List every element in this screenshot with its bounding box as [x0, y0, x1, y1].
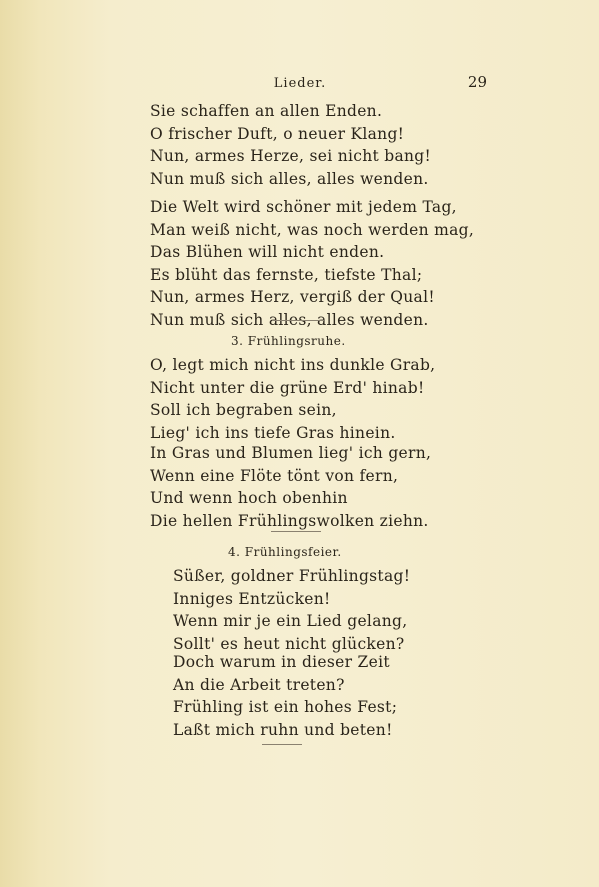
verse-line: Süßer, goldner Frühlingstag!	[173, 567, 411, 585]
verse-line: Nicht unter die grüne Erd' hinab!	[150, 378, 425, 397]
verse-line: Wenn eine Flöte tönt von fern,	[150, 466, 399, 485]
verse-line: Nun muß sich alles, alles wenden.	[150, 310, 429, 329]
stanza	[150, 442, 431, 532]
stanza	[173, 651, 397, 741]
verse-line: Nun muß sich alles, alles wenden.	[150, 169, 429, 188]
verse-line: Und wenn hoch obenhin	[150, 489, 348, 507]
verse-line: Lieg' ich ins tiefe Gras hinein.	[150, 423, 396, 442]
verse-line: Sie schaffen an allen Enden.	[150, 102, 383, 120]
verse-line: Das Blühen will nicht enden.	[150, 243, 385, 261]
verse-line: O, legt mich nicht ins dunkle Grab,	[150, 356, 436, 374]
page-number: 29	[467, 73, 487, 91]
verse-line: An die Arbeit treten?	[173, 675, 345, 694]
verse-line: Frühling ist ein hohes Fest;	[173, 698, 398, 716]
section-divider	[272, 320, 324, 321]
verse-line: Die hellen Frühlingswolken ziehn.	[150, 511, 429, 530]
verse-line: Nun, armes Herze, sei nicht bang!	[150, 147, 432, 165]
section-divider	[262, 744, 302, 745]
running-header: Lieder.	[273, 76, 327, 91]
poem-title: 3. Frühlingsruhe.	[231, 334, 346, 348]
verse-line: Laßt mich ruhn und beten!	[173, 720, 393, 739]
verse-line: Inniges Entzücken!	[173, 589, 331, 608]
verse-line: Sollt' es heut nicht glücken?	[173, 634, 405, 653]
stanza	[150, 196, 474, 331]
verse-line: O frischer Duft, o neuer Klang!	[150, 124, 405, 143]
stanza	[150, 354, 435, 444]
stanza	[173, 565, 410, 655]
verse-line: Die Welt wird schöner mit jedem Tag,	[150, 198, 457, 216]
verse-line: Soll ich begraben sein,	[150, 401, 337, 419]
verse-line: Nun, armes Herz, vergiß der Qual!	[150, 288, 435, 306]
section-divider	[271, 531, 321, 532]
stanza	[150, 100, 431, 190]
verse-line: Es blüht das fernste, tiefste Thal;	[150, 265, 423, 284]
verse-line: In Gras und Blumen lieg' ich gern,	[150, 444, 432, 462]
poem-title: 4. Frühlingsfeier.	[228, 545, 342, 559]
verse-line: Doch warum in dieser Zeit	[173, 653, 390, 671]
verse-line: Man weiß nicht, was noch werden mag,	[150, 220, 475, 239]
verse-line: Wenn mir je ein Lied gelang,	[173, 612, 408, 630]
